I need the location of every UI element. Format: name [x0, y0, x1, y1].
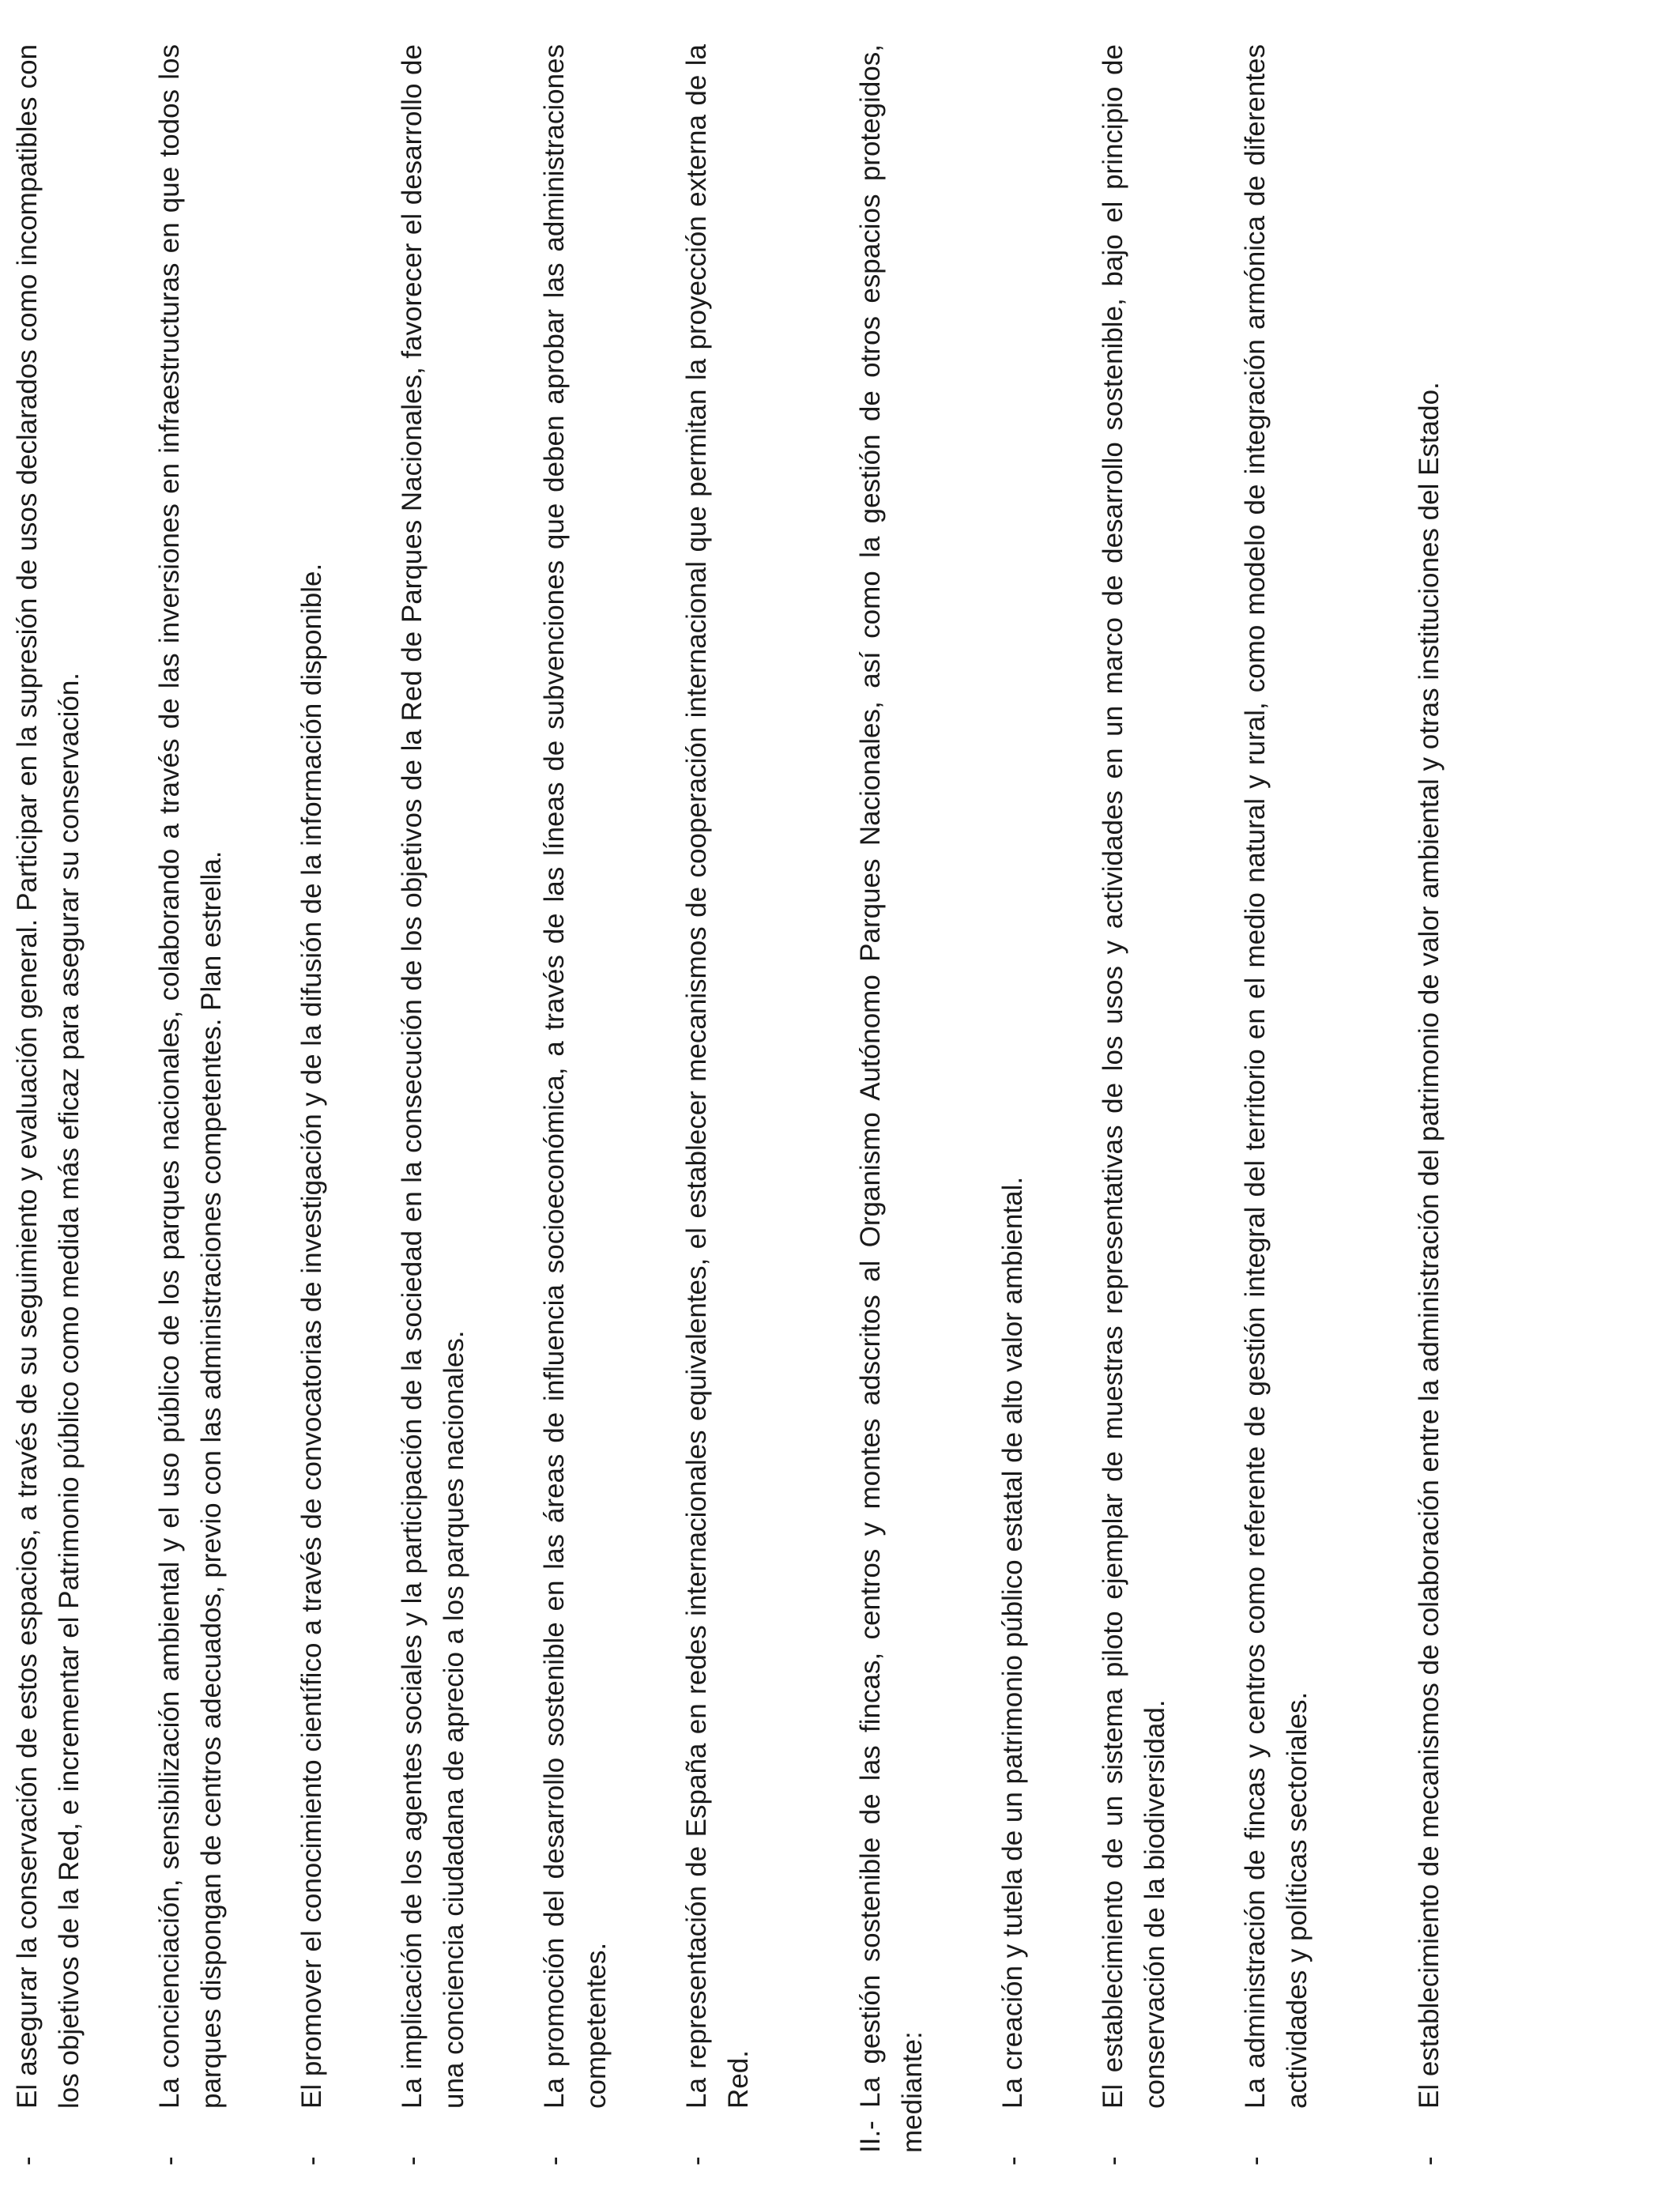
- list-item-text: El promover el conocimiento científico a través de convocatorias de investigación y de la difusión de la información disponible.: [296, 563, 327, 2109]
- document-body: [6, 44, 1509, 2194]
- list-item: [6, 44, 90, 2194]
- bullet-dash: -: [539, 2156, 570, 2166]
- list-item: [533, 44, 617, 2194]
- list-item-text: La representación de España en redes internacionales equivalentes, el establecer mecanismos de cooperación internacional que permitan la proyección externa de la Red.: [681, 44, 754, 2109]
- bullet-dash: -: [12, 2156, 43, 2166]
- list-item: [149, 44, 232, 2194]
- list-item-text: La concienciación, sensibilización ambiental y el uso público de los parques nacionales, colaborando a través de las inversiones en infraestructuras en que todos los parques dispongan de centros adecuados, previo con las administraciones competentes. Plan estrella.: [154, 44, 227, 2109]
- list-item-text: La creación y tutela de un patrimonio público estatal de alto valor ambiental.: [997, 1176, 1028, 2109]
- list-item: [676, 44, 759, 2194]
- bullet-dash: -: [997, 2156, 1028, 2166]
- list-item-text: La promoción del desarrollo sostenible en las áreas de influencia socioeconómica, a través de las líneas de subvenciones que deben aprobar las administraciones competentes.: [539, 44, 612, 2109]
- section-spacer: [1377, 44, 1408, 2194]
- list-item-text: La administración de fincas y centros como referente de gestión integral del territorio en el medio natural y rural, como modelo de integración armónica de diferentes actividades y políticas sectoriales.: [1240, 44, 1313, 2109]
- bullet-dash: -: [296, 2156, 327, 2166]
- list-item-text: La implicación de los agentes sociales y la participación de la sociedad en la consecución de los objetivos de la Red de Parques Nacionales, favorecer el desarrollo de una conciencia ciudadana de aprecio a los parques nacionales.: [397, 44, 469, 2109]
- list-item: [1092, 44, 1176, 2194]
- list-item: [1408, 44, 1450, 2194]
- list-item: [1234, 44, 1318, 2194]
- list-item: [391, 44, 475, 2194]
- section-heading-ii: II.- La gestión sostenible de las fincas, centros y montes adscritos al Organismo Autónomo Parques Nacionales, así como la gestión de otros espacios protegidos, mediante:: [855, 44, 928, 2153]
- list-item-text: El asegurar la conservación de estos espacios, a través de su seguimiento y evaluación general. Participar en la supresión de usos declarados como incompatibles con los objetivos de la Red, e incrementar el Patrimonio público como medida más eficaz para asegurar su conservación.: [12, 44, 85, 2109]
- bullet-dash: -: [1414, 2156, 1445, 2166]
- list-item: [291, 44, 333, 2194]
- list-item: [992, 44, 1034, 2194]
- bullet-dash: -: [1240, 2156, 1271, 2166]
- list-item-text: El establecimiento de un sistema piloto ejemplar de muestras representativas de los usos y actividades en un marco de desarrollo sostenible, bajo el principio de conservación de la biodiversidad.: [1098, 44, 1170, 2109]
- list-item-text: El establecimiento de mecanismos de colaboración entre la administración del patrimonio de valor ambiental y otras instituciones del Estado.: [1414, 382, 1445, 2109]
- bullet-dash: -: [397, 2156, 428, 2166]
- bullet-dash: -: [1098, 2156, 1128, 2166]
- bullet-dash: -: [154, 2156, 185, 2166]
- bullet-dash: -: [681, 2156, 712, 2166]
- section-spacer: [818, 44, 849, 2194]
